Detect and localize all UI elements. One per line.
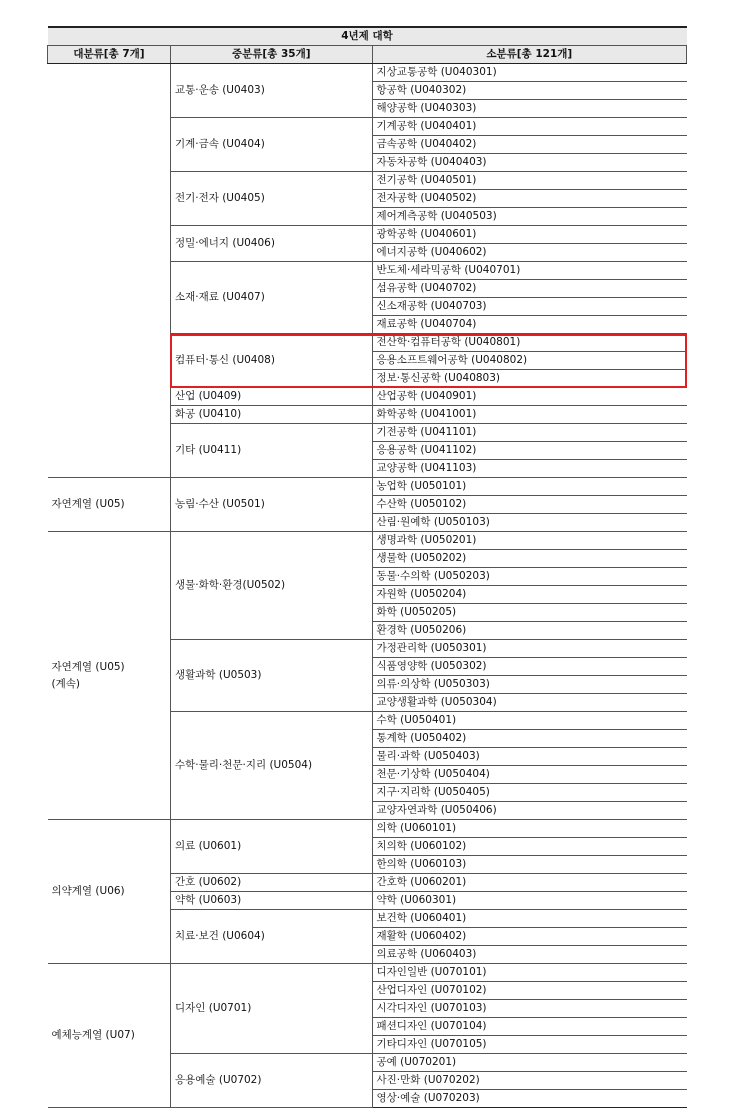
minor-category-cell: 전산학·컴퓨터공학 (U040801) — [372, 334, 686, 352]
minor-category-cell: 화학 (U050205) — [372, 604, 686, 622]
major-category-cell — [48, 64, 171, 478]
minor-category-cell: 통계학 (U050402) — [372, 730, 686, 748]
minor-category-cell: 의류·의상학 (U050303) — [372, 676, 686, 694]
minor-category-cell: 동물·수의학 (U050203) — [372, 568, 686, 586]
minor-category-cell: 산림·원예학 (U050103) — [372, 514, 686, 532]
mid-category-cell: 디자인 (U0701) — [170, 964, 372, 1054]
minor-category-cell: 영상·예술 (U070203) — [372, 1090, 686, 1108]
minor-category-cell: 한의학 (U060103) — [372, 856, 686, 874]
minor-category-cell: 제어계측공학 (U040503) — [372, 208, 686, 226]
table-row — [48, 64, 687, 82]
minor-category-cell: 전자공학 (U040502) — [372, 190, 686, 208]
mid-category-cell: 소재·재료 (U0407) — [170, 262, 372, 334]
mid-category-cell: 약학 (U0603) — [170, 892, 372, 910]
major-category-cell: 의약계열 (U06) — [48, 820, 171, 964]
minor-category-cell: 항공학 (U040302) — [372, 82, 686, 100]
minor-category-cell: 자원학 (U050204) — [372, 586, 686, 604]
minor-category-cell: 기타디자인 (U070105) — [372, 1036, 686, 1054]
mid-category-cell: 생물·화학·환경(U0502) — [170, 532, 372, 640]
mid-category-cell: 간호 (U0602) — [170, 874, 372, 892]
table-title: 4년제 대학 — [48, 27, 687, 46]
minor-category-cell: 생명과학 (U050201) — [372, 532, 686, 550]
minor-category-cell: 간호학 (U060201) — [372, 874, 686, 892]
minor-category-cell: 약학 (U060301) — [372, 892, 686, 910]
minor-category-cell: 식품영양학 (U050302) — [372, 658, 686, 676]
minor-category-cell: 사진·만화 (U070202) — [372, 1072, 686, 1090]
mid-category-cell: 의료 (U0601) — [170, 820, 372, 874]
minor-category-cell: 섬유공학 (U040702) — [372, 280, 686, 298]
minor-category-cell: 에너지공학 (U040602) — [372, 244, 686, 262]
minor-category-cell: 해양공학 (U040303) — [372, 100, 686, 118]
minor-category-cell: 반도체·세라믹공학 (U040701) — [372, 262, 686, 280]
mid-category-cell: 교통·운송 (U0403) — [170, 64, 372, 118]
minor-category-cell: 산업공학 (U040901) — [372, 388, 686, 406]
mid-category-cell: 기타 (U0411) — [170, 424, 372, 478]
minor-category-cell: 지상교통공학 (U040301) — [372, 64, 686, 82]
minor-category-cell: 정보·통신공학 (U040803) — [372, 370, 686, 388]
minor-category-cell: 패션디자인 (U070104) — [372, 1018, 686, 1036]
minor-category-cell: 재활학 (U060402) — [372, 928, 686, 946]
minor-category-cell: 응용소프트웨어공학 (U040802) — [372, 352, 686, 370]
mid-category-cell: 화공 (U0410) — [170, 406, 372, 424]
minor-category-cell: 교양자연과학 (U050406) — [372, 802, 686, 820]
minor-category-cell: 수산학 (U050102) — [372, 496, 686, 514]
minor-category-cell: 교양생활과학 (U050304) — [372, 694, 686, 712]
minor-category-cell: 기전공학 (U041101) — [372, 424, 686, 442]
table-row — [48, 532, 687, 550]
minor-category-cell: 천문·기상학 (U050404) — [372, 766, 686, 784]
mid-category-cell: 생활과학 (U0503) — [170, 640, 372, 712]
classification-table-container — [47, 26, 687, 1108]
mid-category-cell: 치료·보건 (U0604) — [170, 910, 372, 964]
minor-category-cell: 금속공학 (U040402) — [372, 136, 686, 154]
mid-category-cell: 전기·전자 (U0405) — [170, 172, 372, 226]
mid-category-cell: 농림·수산 (U0501) — [170, 478, 372, 532]
major-category-cell: 자연계열 (U05) — [48, 478, 171, 532]
header-mid: 중분류[총 35개] — [170, 46, 372, 64]
minor-category-cell: 시각디자인 (U070103) — [372, 1000, 686, 1018]
minor-category-cell: 치의학 (U060102) — [372, 838, 686, 856]
minor-category-cell: 광학공학 (U040601) — [372, 226, 686, 244]
minor-category-cell: 화학공학 (U041001) — [372, 406, 686, 424]
minor-category-cell: 지구·지리학 (U050405) — [372, 784, 686, 802]
minor-category-cell: 수학 (U050401) — [372, 712, 686, 730]
header-minor: 소분류[총 121개] — [372, 46, 686, 64]
mid-category-cell: 기계·금속 (U0404) — [170, 118, 372, 172]
minor-category-cell: 전기공학 (U040501) — [372, 172, 686, 190]
minor-category-cell: 생물학 (U050202) — [372, 550, 686, 568]
mid-category-cell: 정밀·에너지 (U0406) — [170, 226, 372, 262]
minor-category-cell: 보건학 (U060401) — [372, 910, 686, 928]
minor-category-cell: 가정관리학 (U050301) — [372, 640, 686, 658]
minor-category-cell: 농업학 (U050101) — [372, 478, 686, 496]
minor-category-cell: 의학 (U060101) — [372, 820, 686, 838]
minor-category-cell: 디자인일반 (U070101) — [372, 964, 686, 982]
minor-category-cell: 재료공학 (U040704) — [372, 316, 686, 334]
header-major: 대분류[총 7개] — [48, 46, 171, 64]
minor-category-cell: 물리·과학 (U050403) — [372, 748, 686, 766]
minor-category-cell: 기계공학 (U040401) — [372, 118, 686, 136]
major-category-cell: 자연계열 (U05) (계속) — [48, 532, 171, 820]
mid-category-cell: 컴퓨터·통신 (U0408) — [170, 334, 372, 388]
minor-category-cell: 자동차공학 (U040403) — [372, 154, 686, 172]
mid-category-cell: 산업 (U0409) — [170, 388, 372, 406]
minor-category-cell: 교양공학 (U041103) — [372, 460, 686, 478]
minor-category-cell: 의료공학 (U060403) — [372, 946, 686, 964]
minor-category-cell: 산업디자인 (U070102) — [372, 982, 686, 1000]
minor-category-cell: 환경학 (U050206) — [372, 622, 686, 640]
minor-category-cell: 신소재공학 (U040703) — [372, 298, 686, 316]
mid-category-cell: 수학·물리·천문·지리 (U0504) — [170, 712, 372, 820]
table-row — [48, 964, 687, 982]
classification-table — [47, 26, 687, 1108]
table-body — [48, 64, 687, 1108]
major-category-cell: 예체능계열 (U07) — [48, 964, 171, 1108]
minor-category-cell: 응용공학 (U041102) — [372, 442, 686, 460]
minor-category-cell: 공예 (U070201) — [372, 1054, 686, 1072]
mid-category-cell: 응용예술 (U0702) — [170, 1054, 372, 1108]
table-row — [48, 820, 687, 838]
table-row — [48, 478, 687, 496]
